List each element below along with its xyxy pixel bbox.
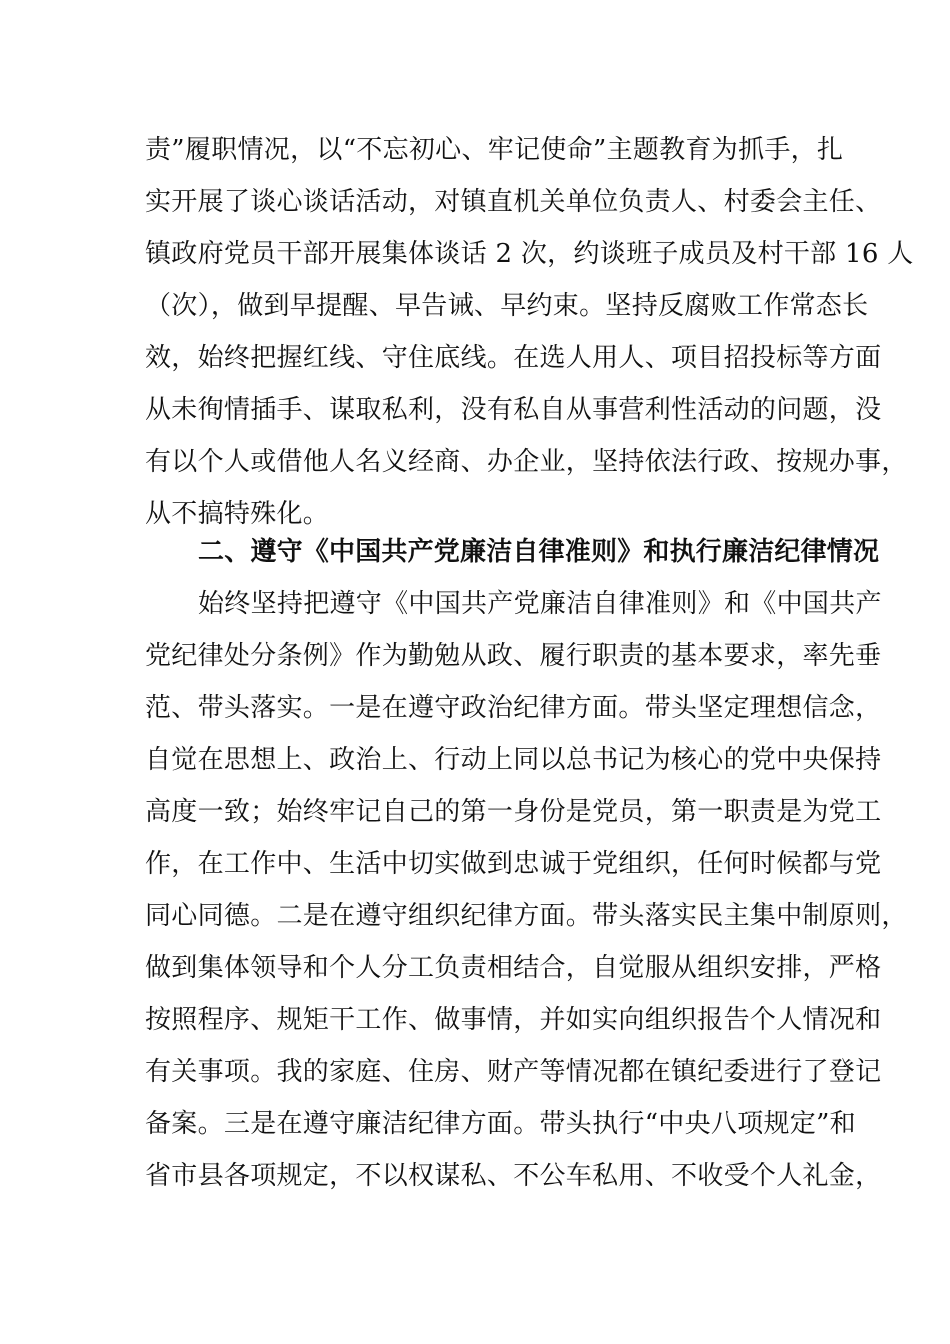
- paragraph-2-line-3: 范、带头落实。一是在遵守政治纪律方面。带头坚定理想信念，: [145, 693, 882, 723]
- paragraph-1-line-8: 从不搞特殊化。: [145, 499, 330, 529]
- paragraph-1-line-2: 实开展了谈心谈话活动，对镇直机关单位负责人、村委会主任、: [145, 187, 882, 217]
- paragraph-2-line-11: 备案。三是在遵守廉洁纪律方面。带头执行“中央八项规定”和: [145, 1109, 856, 1139]
- section-heading: 二、遵守《中国共产党廉洁自律准则》和执行廉洁纪律情况: [198, 537, 880, 567]
- paragraph-2-line-2: 党纪律处分条例》作为勤勉从政、履行职责的基本要求，率先垂: [145, 641, 882, 671]
- paragraph-2-line-12: 省市县各项规定，不以权谋私、不公车私用、不收受个人礼金，: [145, 1161, 882, 1191]
- paragraph-1-line-7: 有以个人或借他人名义经商、办企业，坚持依法行政、按规办事，: [145, 447, 908, 477]
- paragraph-1-line-3: 镇政府党员干部开展集体谈话 2 次，约谈班子成员及村干部 16 人: [145, 239, 914, 269]
- paragraph-2-line-7: 同心同德。二是在遵守组织纪律方面。带头落实民主集中制原则，: [145, 901, 908, 931]
- paragraph-1-line-6: 从未徇情插手、谋取私利，没有私自从事营利性活动的问题，没: [145, 395, 882, 425]
- paragraph-2-line-4: 自觉在思想上、政治上、行动上同以总书记为核心的党中央保持: [145, 745, 882, 775]
- paragraph-1-line-5: 效，始终把握红线、守住底线。在选人用人、项目招投标等方面: [145, 343, 882, 373]
- paragraph-2-line-10: 有关事项。我的家庭、住房、财产等情况都在镇纪委进行了登记: [145, 1057, 882, 1087]
- paragraph-1-line-1: 责”履职情况，以“不忘初心、牢记使命”主题教育为抓手，扎: [145, 135, 844, 165]
- paragraph-2-line-9: 按照程序、规矩干工作、做事情，并如实向组织报告个人情况和: [145, 1005, 882, 1035]
- paragraph-2-line-5: 高度一致；始终牢记自己的第一身份是党员，第一职责是为党工: [145, 797, 882, 827]
- paragraph-2-line-6: 作，在工作中、生活中切实做到忠诚于党组织，任何时候都与党: [145, 849, 882, 879]
- paragraph-2-line-8: 做到集体领导和个人分工负责相结合，自觉服从组织安排，严格: [145, 953, 882, 983]
- paragraph-1-line-4: （次），做到早提醒、早告诫、早约束。坚持反腐败工作常态长: [145, 291, 869, 321]
- paragraph-2-line-1: 始终坚持把遵守《中国共产党廉洁自律准则》和《中国共产: [198, 589, 882, 619]
